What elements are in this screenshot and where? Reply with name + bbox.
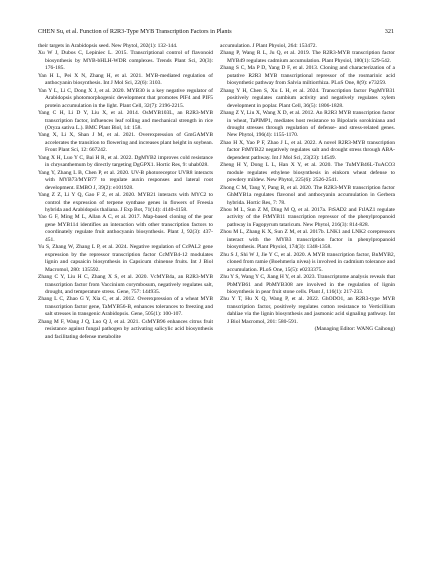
page-number: 321 <box>384 28 394 35</box>
reference-entry: Yu S, Zhang W, Zhang L P, et al. 2024. Negative regulation of CcPAL2 gene expression by the repressor transcription factor CcMYB4-12 modulates lignin and capsaicin biosynthesis in Capsicum chinense fruits. Int J Biol Macromol, 280: 135592. <box>38 244 213 273</box>
reference-entry: Zhou M L, Zhang K X, Sun Z M, et al. 2017b. LNK1 and LNK2 corepressors interact with the MYB3 transcription factor in phenylpropanoid biosynthesis. Plant Physiol, 174(3): 1348-1358. <box>220 229 395 251</box>
left-column <box>38 43 213 341</box>
reference-entry: Zheng H Y, Dong L L, Han X Y, et al. 2020. The TuMYB46L-TuACO3 module regulates ethylene biosynthesis in einkorn wheat defense to powdery mildew. New Phytol, 225(6): 2526-2541. <box>220 162 395 184</box>
reference-entry: Yan Y L, Li C, Dong X J, et al. 2020. MYB30 is a key negative regulator of Arabidopsis photomorphogenic development that promotes PIF4 and PIF5 protein accumulation in the light. Plant Cell, 32(7): 2196-2215. <box>38 87 213 109</box>
reference-entry: Zhang Y H, Chen S, Xu L H, et al. 2024. Transcription factor PagMYB31 positively regulates cambium activity and negatively regulates xylem development in poplar. Plant Cell, 36(5): 1806-1828. <box>220 87 395 109</box>
reference-entry: Zhang L C, Zhao G Y, Xia C, et al. 2012. Overexpression of a wheat MYB transcription factor gene, TaMYB56-B, enhances tolerances to freezing and salt stresses in transgenic Arabidopsis. Gene, 505(1): 100-107. <box>38 296 213 318</box>
right-column <box>220 43 395 339</box>
reference-entry: accumulation. J Plant Physiol, 264: 153472. <box>220 43 317 49</box>
reference-entry: Zhang P, Wang R L, Ju Q, et al. 2019. The R2R3-MYB transcription factor MYB49 regulates cadmium accumulation. Plant Physiol, 180(1): 529-542. <box>220 50 395 64</box>
running-title: CHEN Su, et al. Function of R2R3-Type MYB Transcription Factors in Plants <box>38 28 232 35</box>
reference-entry: Zhu Y S, Wang Y C, Jiang H Y, et al. 2023. Transcriptome analysis reveals that PbMYB61 and PbMYB308 are involved in the regulation of lignin biosynthesis in pear fruit stone cells. Plant J, 116(1): 217-233. <box>220 274 395 295</box>
reference-entry: Zhang C Y, Liu H C, Zhang X S, et al. 2020. VcMYB4a, an R2R3-MYB transcription factor from Vaccinium corymbosum, negatively regulates salt, drought, and temperature stress. Gene, 757: 144935. <box>38 274 213 295</box>
reference-entry: Zhang Z Y, Liu X, Wang X D, et al. 2012. An R2R3 MYB transcription factor in wheat, TaPIMP1, mediates host resistance to Bipolaris sorokiniana and drought stresses through regulation of defense- and stress-related genes. New Phytol, 196(4): 1155-1170. <box>220 110 395 139</box>
reference-entry: Yang C H, Li D Y, Liu X, et al. 2014. OsMYB103L, an R2R3-MYB transcription factor, influences leaf rolling and mechanical strength in rice (Oryza sativa L.). BMC Plant Biol, 14: 158. <box>38 110 213 131</box>
reference-entry: Yao G F, Ming M L, Allan A C, et al. 2017. Map-based cloning of the pear gene MYB114 identifies an interaction with other transcription factors to coordinately regulate fruit anthocyanin biosynthesis. Plant J, 92(3): 437-451. <box>38 214 213 243</box>
reference-entry: their targets in Arabidopsis seed. New Phytol, 202(1): 132-144. <box>38 43 178 49</box>
reference-entry: Zhong C M, Tang Y, Pang B, et al. 2020. The R2R3-MYB transcription factor GhMYB1a regulates flavonol and anthocyanin accumulation in Gerbera hybrida. Hortic Res, 7: 78. <box>220 184 395 206</box>
reference-entry: Zhang M F, Wang J Q, Luo Q J, et al. 2021. CsMYB96 enhances citrus fruit resistance against fungal pathogen by activating salicylic acid biosynthesis and facilitating defense metabolite <box>38 318 213 340</box>
reference-entry: Yang Z Z, Li Y Q, Gao F Z, et al. 2020. MYB21 interacts with MYC2 to control the expression of terpene synthase genes in flowers of Freesia hybrida and Arabidopsis thaliana. J Exp Bot, 71(14): 4140-4158. <box>38 192 213 213</box>
reference-entry: Xu W J, Dubos C, Lepiniec L. 2015. Transcriptional control of flavonoid biosynthesis by MYB-bHLH-WDR complexes. Trends Plant Sci, 20(3): 176-185. <box>38 50 213 72</box>
reference-entry: Yang Y, Zhang L B, Chen P, et al. 2020. UV-B photoreceptor UVR8 interacts with MYB73/MYB77 to regulate auxin responses and lateral root development. EMBO J, 39(2): e101928. <box>38 169 213 191</box>
running-header <box>38 27 394 37</box>
reference-entry: Zhao H X, Yao P F, Zhao J L, et al. 2022. A novel R2R3-MYB transcription factor FtMYB22 negatively regulates salt and drought stress through ABA-dependent pathway. Int J Mol Sci, 23(23): 14549. <box>220 139 395 161</box>
reference-entry: Zhu S J, Shi W J, Jie Y C, et al. 2020. A MYB transcription factor, BnMYB2, cloned from ramie (Boehmeria nivea) is involved in cadmium tolerance and accumulation. PLoS One, 15(5): e0233375. <box>220 251 395 273</box>
reference-entry: Yang X, Li X, Shan J M, et al. 2021. Overexpression of GmGAMYB accelerates the transition to flowering and increases plant height in soybean. Front Plant Sci, 12: 667242. <box>38 132 213 154</box>
reference-entry: Zhou M L, Sun Z M, Ding M Q, et al. 2017a. FtSAD2 and FtJAZ1 regulate activity of the FtMYB11 transcription repressor of the phenylpropanoid pathway in Fagopyrum tataricum. New Phytol, 216(3): 814-828. <box>220 206 395 228</box>
reference-entry: Yan H L, Pei X N, Zhang H, et al. 2021. MYB-mediated regulation of anthocyanin biosynthesis. Int J Mol Sci, 22(6): 3103. <box>38 72 213 87</box>
reference-entry: Zhang S C, Ma P D, Yang D F, et al. 2013. Cloning and characterization of a putative R2R3 MYB transcriptional repressor of the rosmarinic acid biosynthetic pathway from Salvia miltiorrhiza. PLoS One, 8(9): e73259. <box>220 65 395 87</box>
reference-entry: Zhu Y T, Hu X Q, Wang P, et al. 2022. GhODO1, an R2R3-type MYB transcription factor, positively regulates cotton resistance to Verticillium dahliae via the lignin biosynthesis and jasmonic acid signaling pathway. Int J Biol Macromol, 201: 580-591. <box>220 296 395 325</box>
reference-entry: Yang X H, Luo Y C, Bai H R, et al. 2022. DgMYB2 improves cold resistance in chrysanthemum by directly targeting DgGPX1. Hortic Res, 9: uhab028. <box>38 154 213 169</box>
managing-editor-note: (Managing Editor: WANG Caihong) <box>314 326 395 333</box>
